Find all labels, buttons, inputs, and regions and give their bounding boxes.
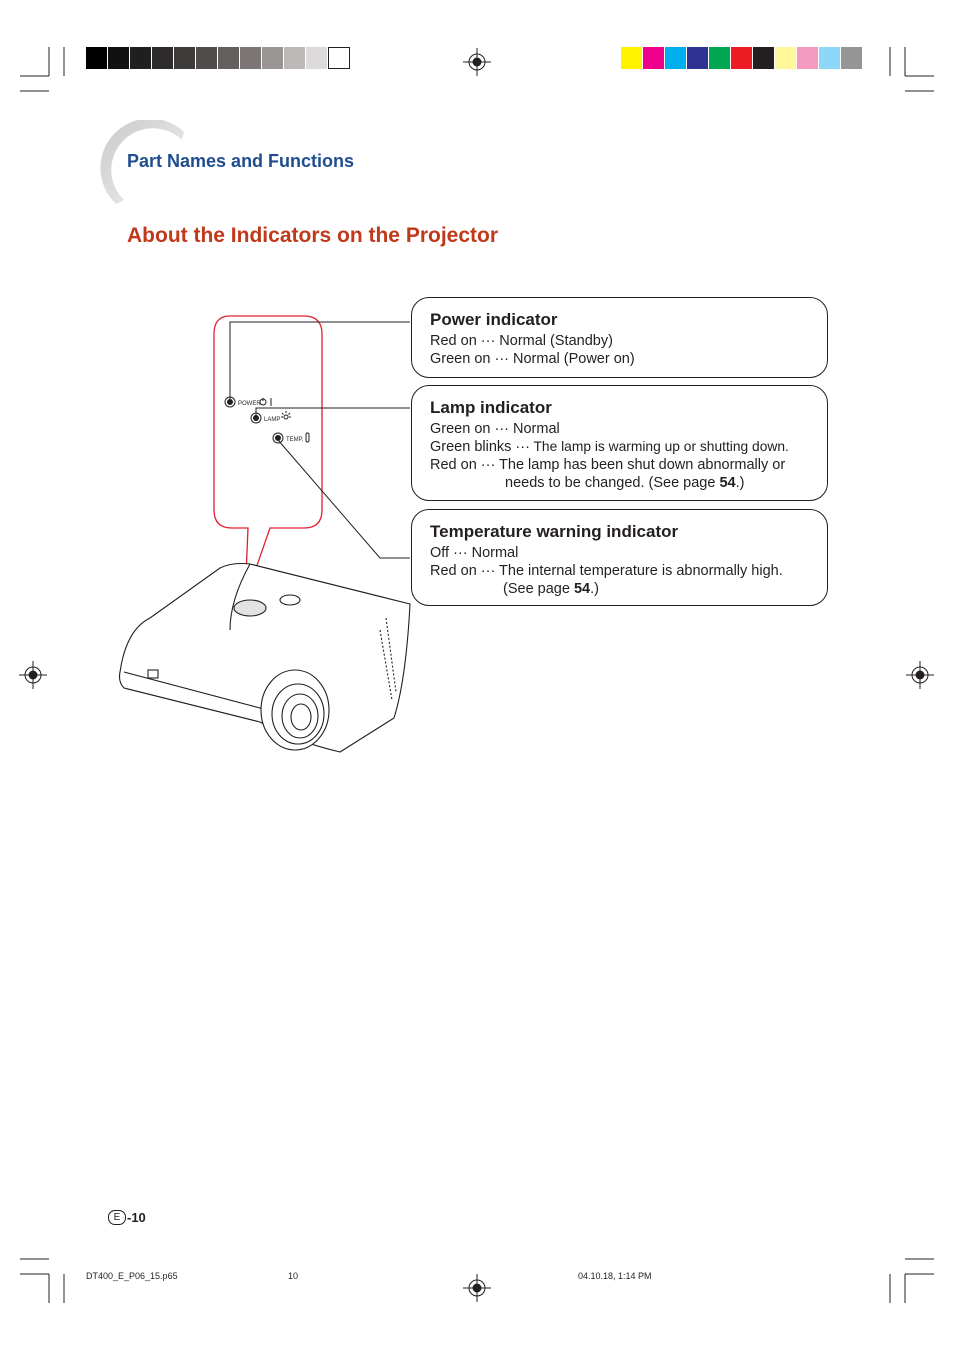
registration-mark-top [463, 48, 491, 76]
footer-file: DT400_E_P06_15.p65 [86, 1271, 178, 1281]
power-line-2: Green on ··· Normal (Power on) [430, 351, 635, 367]
color-swatches [621, 47, 863, 69]
lamp-line-1: Green on ··· Normal [430, 421, 560, 437]
registration-mark-right [906, 661, 934, 689]
power-indicator-box [411, 297, 828, 378]
temp-line-2: Red on ··· The internal temperature is abnormally high. [430, 563, 783, 579]
lamp-indicator-title: Lamp indicator [430, 398, 552, 417]
registration-mark-bottom [463, 1274, 491, 1302]
power-line-1: Red on ··· Normal (Standby) [430, 333, 613, 349]
temp-line-1: Off ··· Normal [430, 545, 519, 561]
lamp-line-2-text: The lamp is warming up or shutting down. [529, 439, 789, 454]
lamp-panel-label: LAMP [264, 417, 281, 423]
temp-line-3-end: .) [590, 581, 599, 597]
temp-line-3-text: (See page [503, 581, 574, 597]
temperature-indicator-box [411, 509, 828, 606]
lamp-line-2-prefix: Green blinks ··· [430, 439, 530, 455]
page-title: About the Indicators on the Projector [127, 224, 499, 247]
projector-illustration [110, 300, 430, 760]
footer-date: 04.10.18, 1:14 PM [578, 1271, 652, 1281]
section-title: Part Names and Functions [127, 151, 355, 171]
page-number [108, 1210, 146, 1225]
registration-mark-left [19, 661, 47, 689]
lamp-line-3: Red on ··· The lamp has been shut down abnormally or [430, 457, 786, 473]
temp-page-ref: 54 [573, 581, 591, 597]
grayscale-swatches [86, 47, 350, 69]
power-indicator-title: Power indicator [430, 310, 558, 329]
language-badge: E [108, 1210, 126, 1225]
temp-line-3 [430, 580, 827, 598]
lamp-line-4-end: .) [735, 475, 745, 491]
lamp-line-2 [430, 438, 827, 456]
lamp-line-4-text: needs to be changed. (See page [505, 475, 720, 491]
temp-indicator-title: Temperature warning indicator [430, 522, 679, 541]
power-panel-label: POWER [238, 401, 261, 407]
lamp-indicator-box [411, 385, 828, 501]
lamp-page-ref: 54 [719, 475, 736, 491]
lamp-line-4 [430, 474, 827, 492]
projector-body [120, 564, 411, 753]
footer-sheet: 10 [288, 1271, 299, 1281]
page-number-text: -10 [127, 1210, 146, 1225]
temp-panel-label: TEMP. [286, 437, 304, 443]
